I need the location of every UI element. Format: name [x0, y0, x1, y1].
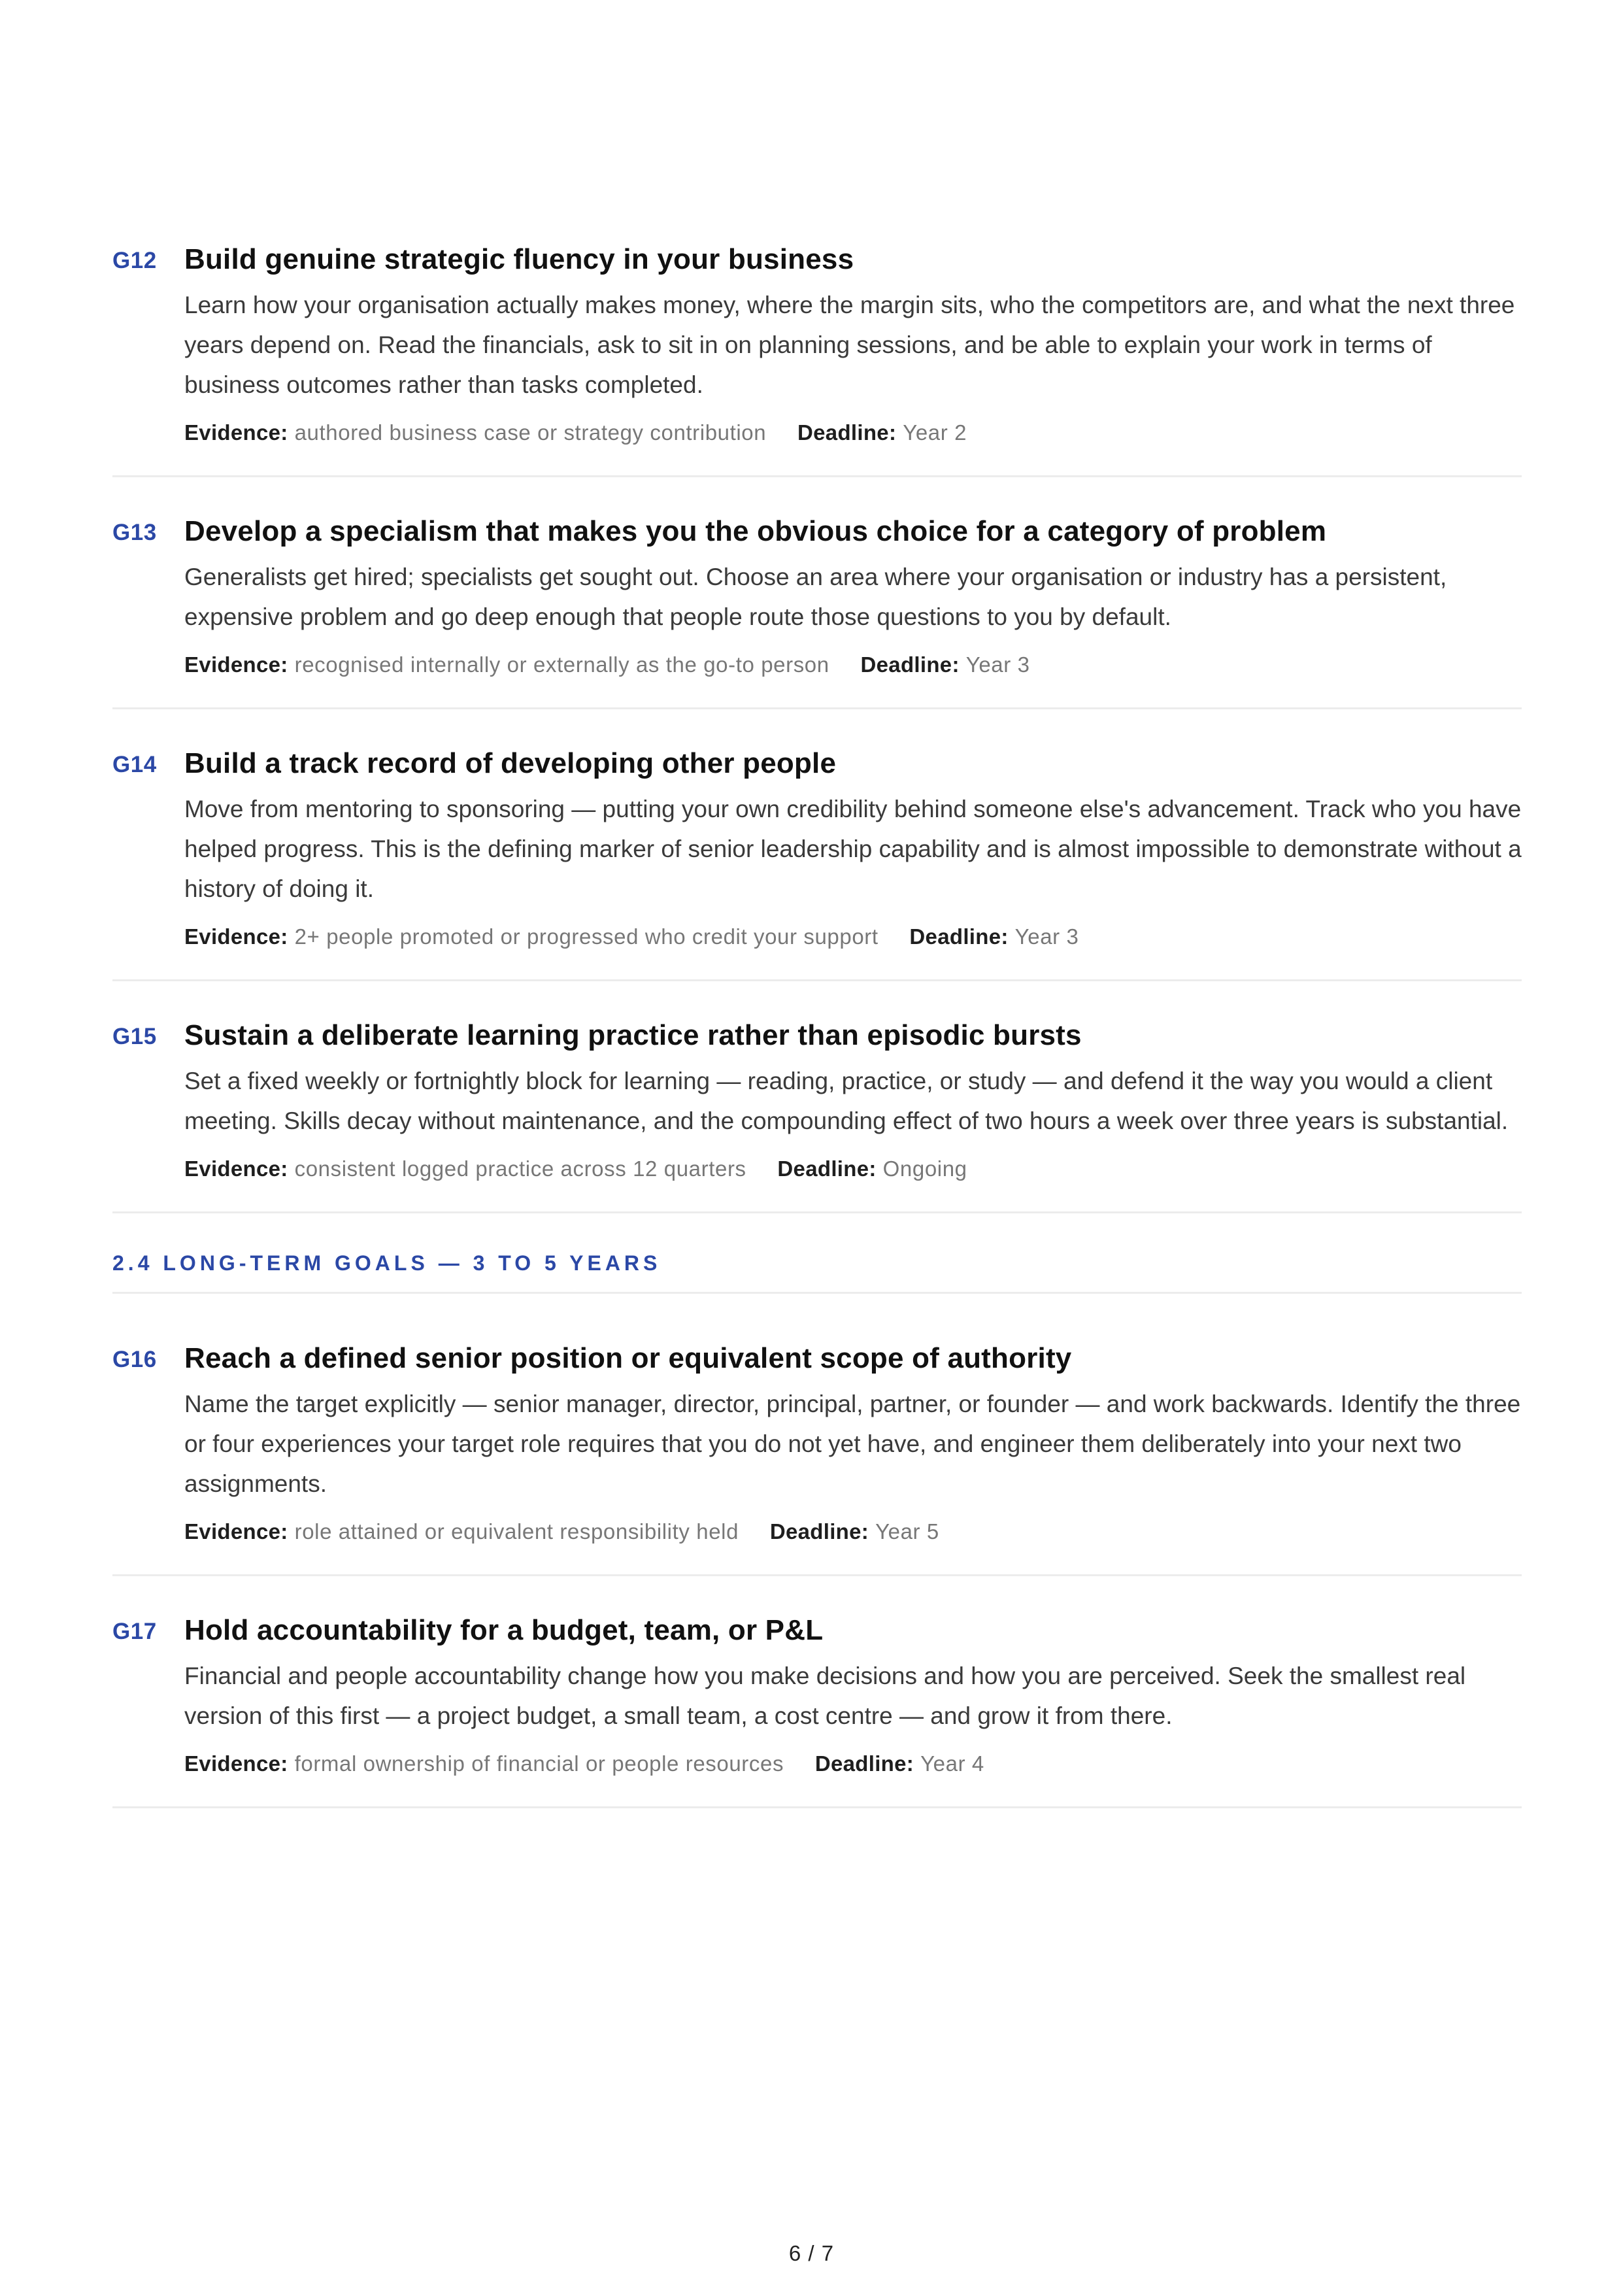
deadline-label: Deadline:: [777, 1156, 877, 1181]
evidence-label: Evidence:: [184, 924, 288, 949]
deadline-value: Year 5: [875, 1519, 939, 1544]
goal-description: Learn how your organisation actually makes money, where the margin sits, who the competitors are, and what the next three years depend on. Read the financials, ask to sit in on planning sessions, and be able to explain your work in terms of business outcomes rather than tasks completed.: [184, 292, 1515, 398]
deadline-value: Year 3: [965, 652, 1030, 677]
deadline-label: Deadline:: [797, 420, 897, 445]
page-number: 6 / 7: [788, 2241, 835, 2265]
deadline-label: Deadline:: [860, 652, 960, 677]
evidence-label: Evidence:: [184, 652, 288, 677]
goal-meta: [184, 647, 1522, 683]
goal-description: Name the target explicitly — senior manager, director, principal, partner, or founder — and work backwards. Identify the three or four experiences your target role requires that you do not yet have, and engineer them deliberately into your next two assignments.: [184, 1391, 1521, 1497]
goal-title: Build a track record of developing other people: [184, 747, 837, 779]
goal-title: Hold accountability for a budget, team, or P&L: [184, 1614, 824, 1646]
goal-body: [184, 241, 1522, 450]
deadline-value: Year 2: [903, 420, 967, 445]
deadline-label: Deadline:: [909, 924, 1009, 949]
goal-code: G15: [112, 1024, 157, 1049]
deadline-value: Year 3: [1014, 924, 1079, 949]
section-heading: 2.4 LONG-TERM GOALS — 3 TO 5 YEARS: [112, 1249, 1522, 1294]
goal-item-g14: [112, 745, 1522, 981]
goal-body: [184, 513, 1522, 683]
goal-description: Move from mentoring to sponsoring — putting your own credibility behind someone else's advancement. Track who you have helped progress. This is the defining marker of senior leadership capability and is almost impossible to demonstrate without a history of doing it.: [184, 796, 1522, 902]
deadline-value: Ongoing: [882, 1156, 967, 1181]
evidence-label: Evidence:: [184, 1751, 288, 1776]
goal-body: [184, 745, 1522, 954]
evidence-value: 2+ people promoted or progressed who credit your support: [294, 924, 878, 949]
goal-description: Generalists get hired; specialists get sought out. Choose an area where your organisation or industry has a persistent, expensive problem and go deep enough that people route those questions to you by default.: [184, 564, 1447, 630]
goal-body: [184, 1612, 1522, 1781]
deadline-label: Deadline:: [814, 1751, 914, 1776]
goal-body: [184, 1340, 1522, 1549]
evidence-label: Evidence:: [184, 1519, 288, 1544]
page-content: [112, 241, 1522, 1844]
evidence-value: role attained or equivalent responsibility held: [294, 1519, 739, 1544]
goal-description: Financial and people accountability change how you make decisions and how you are perceived. Seek the smallest real version of this first — a project budget, a small team, a cost centre — and grow it from there.: [184, 1663, 1466, 1729]
goal-item-g17: [112, 1612, 1522, 1808]
goal-code: G14: [112, 752, 157, 777]
evidence-value: recognised internally or externally as the go-to person: [294, 652, 829, 677]
goal-code: G16: [112, 1347, 157, 1372]
goal-title: Develop a specialism that makes you the obvious choice for a category of problem: [184, 515, 1327, 547]
goal-body: [184, 1017, 1522, 1187]
goal-title: Sustain a deliberate learning practice rather than episodic bursts: [184, 1019, 1082, 1051]
evidence-label: Evidence:: [184, 1156, 288, 1181]
goal-code: G13: [112, 520, 157, 545]
goal-title: Reach a defined senior position or equivalent scope of authority: [184, 1342, 1072, 1374]
goal-meta: [184, 919, 1522, 954]
goal-meta: [184, 1151, 1522, 1187]
goal-code: G12: [112, 248, 157, 273]
goal-code: G17: [112, 1619, 157, 1644]
goal-title: Build genuine strategic fluency in your business: [184, 243, 854, 275]
goal-item-g16: [112, 1340, 1522, 1576]
evidence-value: formal ownership of financial or people resources: [294, 1751, 784, 1776]
goal-meta: [184, 1514, 1522, 1549]
evidence-value: authored business case or strategy contribution: [294, 420, 767, 445]
evidence-label: Evidence:: [184, 420, 288, 445]
evidence-value: consistent logged practice across 12 quarters: [294, 1156, 746, 1181]
goal-item-g12: [112, 241, 1522, 477]
deadline-label: Deadline:: [769, 1519, 869, 1544]
goal-item-g13: [112, 513, 1522, 709]
goal-meta: [184, 415, 1522, 450]
goal-description: Set a fixed weekly or fortnightly block for learning — reading, practice, or study — and defend it the way you would a client meeting. Skills decay without maintenance, and the compounding effect of two hours a week over three years is substantial.: [184, 1068, 1509, 1134]
deadline-value: Year 4: [920, 1751, 984, 1776]
goal-item-g15: [112, 1017, 1522, 1213]
goal-meta: [184, 1746, 1522, 1781]
